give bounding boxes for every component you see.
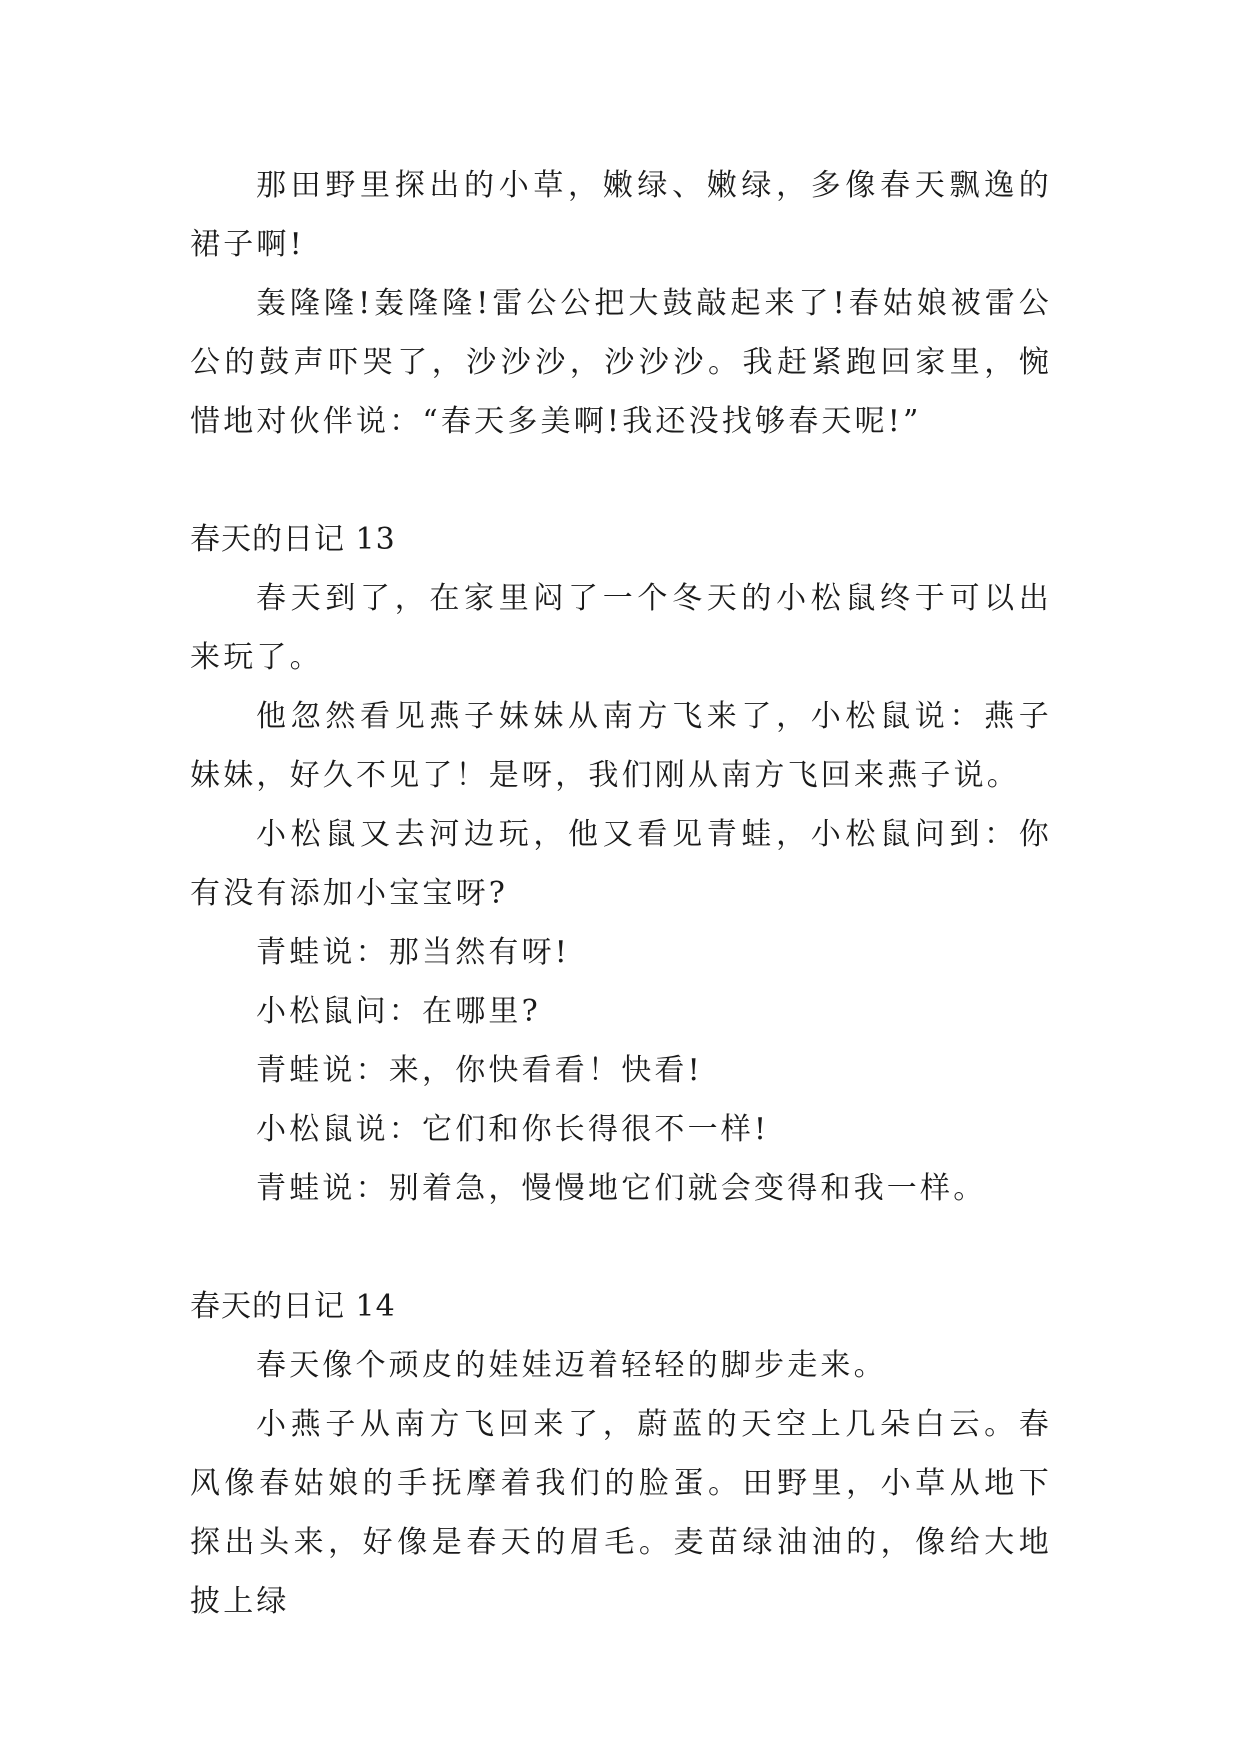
paragraph-frog-1: 青蛙说：那当然有呀! [256,935,571,970]
paragraph-swallow-return: 小燕子从南方飞回来了，蔚蓝的天空上几朵白云。春风像春姑娘的手抚摩着我们的脸蛋。田野里，小草从地下探出头来，好像是春天的眉毛。麦苗绿油油的，像给大地披上绿 [190,1407,1052,1619]
paragraph-squirrel-ask: 小松鼠问：在哪里? [256,994,541,1029]
paragraph-swallow: 他忽然看见燕子妹妹从南方飞来了，小松鼠说：燕子妹妹，好久不见了！是呀，我们刚从南方飞回来燕子说。 [190,699,1052,793]
paragraph-spring-child: 春天像个顽皮的娃娃迈着轻轻的脚步走来。 [256,1348,887,1383]
paragraph-squirrel-out: 春天到了，在家里闷了一个冬天的小松鼠终于可以出来玩了。 [190,581,1052,675]
paragraph-frog-2: 青蛙说：来，你快看看！快看! [256,1053,703,1088]
paragraph-frog-3: 青蛙说：别着急，慢慢地它们就会变得和我一样。 [256,1171,987,1206]
paragraph-river: 小松鼠又去河边玩，他又看见青蛙，小松鼠问到：你有没有添加小宝宝呀? [190,817,1052,911]
diary-heading-14: 春天的日记 14 [190,1289,396,1324]
paragraph-grass: 那田野里探出的小草，嫩绿、嫩绿，多像春天飘逸的裙子啊! [190,168,1052,262]
paragraph-squirrel-say: 小松鼠说：它们和你长得很不一样! [256,1112,770,1147]
document-body [190,156,1052,1631]
diary-heading-13: 春天的日记 13 [190,522,396,557]
paragraph-thunder: 轰隆隆!轰隆隆!雷公公把大鼓敲起来了!春姑娘被雷公公的鼓声吓哭了，沙沙沙，沙沙沙。我赶紧跑回家里，惋惜地对伙伴说：“春天多美啊!我还没找够春天呢!” [190,286,1052,439]
